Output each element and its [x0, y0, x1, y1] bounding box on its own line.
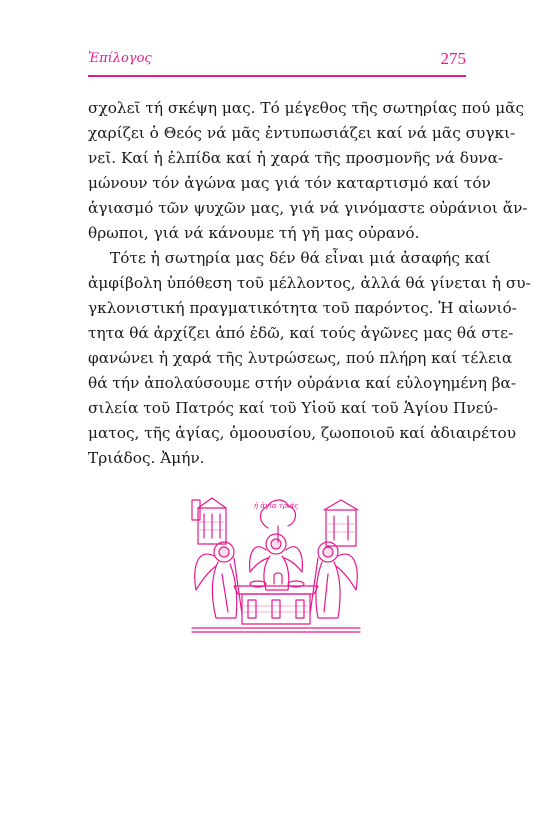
text-line: ἀμφίβολη ὑπόθεση τοῦ μέλλοντος, ἀλλά θά γίνεται ἡ συ- — [88, 274, 531, 292]
body-text — [88, 96, 531, 471]
text-line: ἁγιασμό τῶν ψυχῶν μας, γιά νά γινόμαστε οὐράνιοι ἄν- — [88, 199, 528, 217]
text-line: Τριάδος. Ἀμήν. — [88, 449, 205, 467]
text-line: θρωποι, γιά νά κάνουμε τή γῆ μας οὐρανό. — [88, 224, 420, 242]
text-line: γκλονιστική πραγματικότητα τοῦ παρόντος. Ἡ αἰωνιό- — [88, 299, 517, 317]
text-line: σχολεῖ τή σκέψη μας. Τό μέγεθος τῆς σωτηρίας πού μᾶς — [88, 99, 525, 117]
header-rule — [88, 75, 466, 77]
text-line: Τότε ἡ σωτηρία μας δέν θά εἶναι μιά ἀσαφής καί — [110, 249, 491, 267]
running-head — [88, 49, 466, 71]
text-line: ματος, τῆς ἁγίας, ὁμοουσίου, ζωοποιοῦ καί ἀδιαιρέτου — [88, 424, 517, 442]
text-line: θά τήν ἀπολαύσουμε στήν οὐράνια καί εὐλογημένη βα- — [88, 374, 517, 392]
paragraph-2 — [88, 246, 531, 471]
paragraph-1 — [88, 96, 528, 246]
icon-caption: ἡ ἁγία τριάς — [253, 502, 299, 510]
text-line: νεῖ. Καί ἡ ἐλπίδα καί ἡ χαρά τῆς προσμονῆς νά δυνα- — [88, 149, 504, 167]
running-title: Ἐπίλογος — [88, 51, 152, 66]
text-line: τητα θά ἀρχίζει ἀπό ἐδῶ, καί τούς ἀγῶνες μας θά στε- — [88, 324, 514, 342]
page-number: 275 — [440, 49, 466, 68]
text-line: μώνουν τόν ἀγώνα μας γιά τόν καταρτισμό καί τόν — [88, 174, 491, 192]
text-line: χαρίζει ὁ Θεός νά μᾶς ἐντυπωσιάζει καί νά μᾶς συγκι- — [88, 124, 516, 142]
text-line: σιλεία τοῦ Πατρός καί τοῦ Υἱοῦ καί τοῦ Ἁγίου Πνεύ- — [88, 399, 499, 417]
hospitality-of-abraham-icon — [188, 494, 364, 636]
text-line: φανώνει ἡ χαρά τῆς λυτρώσεως, πού πλήρη καί τέλεια — [88, 349, 513, 367]
